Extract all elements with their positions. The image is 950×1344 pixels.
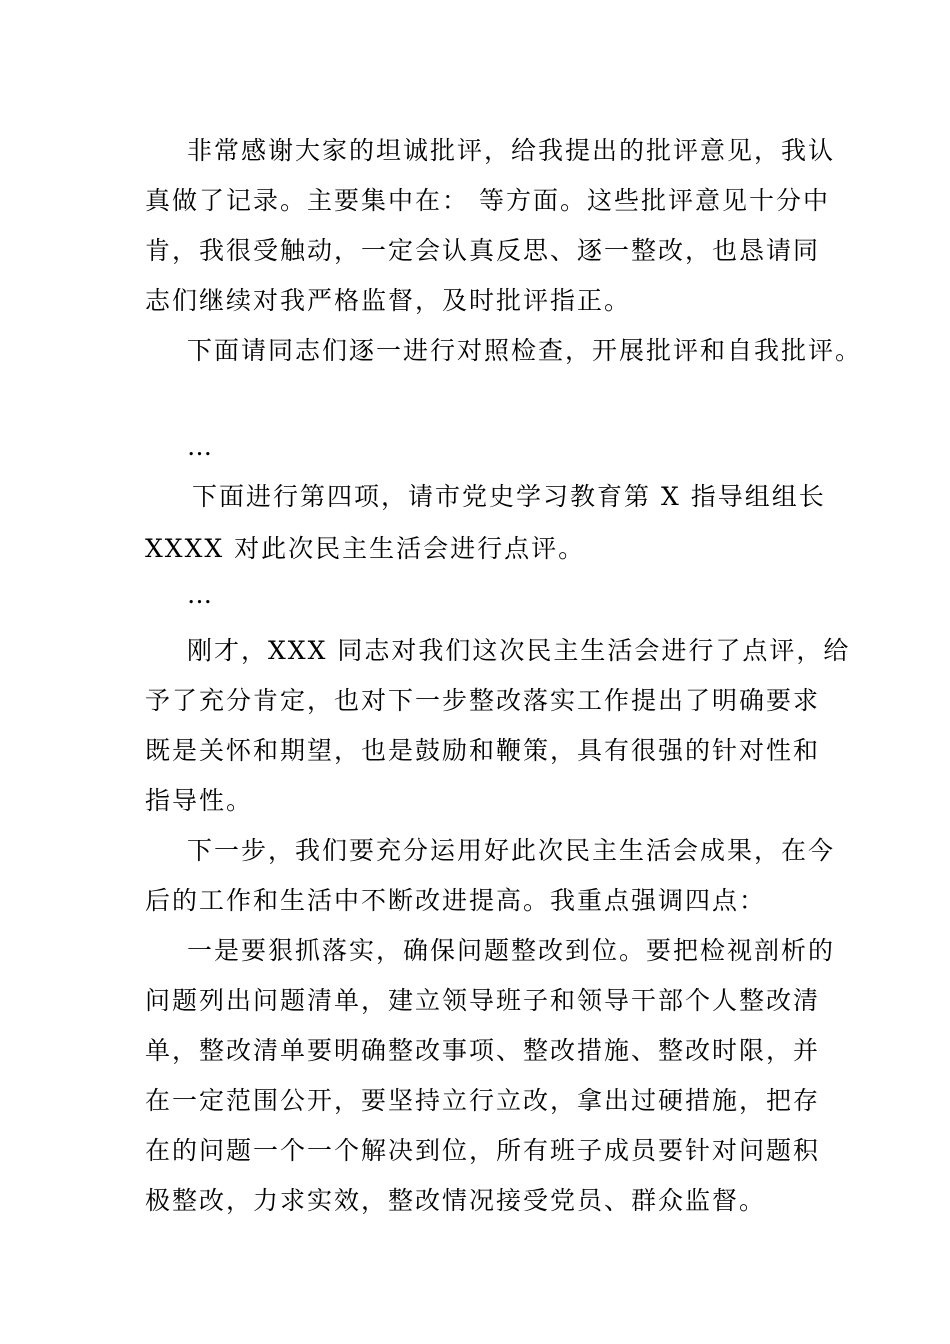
text-line-7: XXXX 对此次民主生活会进行点评。 <box>145 534 586 563</box>
text-line-15: 问题列出问题清单，建立领导班子和领导干部个人整改清 <box>145 986 821 1015</box>
text-line-16: 单，整改清单要明确整改事项、整改措施、整改时限，并 <box>145 1036 821 1065</box>
text-line-11: 指导性。 <box>145 786 254 815</box>
text-line-9: 予了充分肯定，也对下一步整改落实工作提出了明确要求 <box>145 686 821 715</box>
text-line-18: 在的问题一个一个解决到位，所有班子成员要针对问题积 <box>145 1136 821 1165</box>
text-line-10: 既是关怀和期望，也是鼓励和鞭策，具有很强的针对性和 <box>145 736 821 765</box>
text-line-4: 志们继续对我严格监督，及时批评指正。 <box>145 286 632 315</box>
text-line-13: 后的工作和生活中不断改进提高。我重点强调四点： <box>145 886 767 915</box>
text-line-12: 下一步，我们要充分运用好此次民主生活会成果，在今 <box>187 836 836 865</box>
text-line-19: 极整改，力求实效，整改情况接受党员、群众监督。 <box>145 1186 767 1215</box>
text-line-8: 刚才，XXX 同志对我们这次民主生活会进行了点评，给 <box>187 636 851 665</box>
text-line-5: 下面请同志们逐一进行对照检查，开展批评和自我批评。 <box>187 336 863 365</box>
ellipsis-2: … <box>187 580 214 609</box>
ellipsis-1: … <box>187 432 214 461</box>
text-line-17: 在一定范围公开，要坚持立行立改，拿出过硬措施，把存 <box>145 1086 821 1115</box>
text-line-3: 肯，我很受触动，一定会认真反思、逐一整改，也恳请同 <box>145 236 821 265</box>
text-line-14: 一是要狠抓落实，确保问题整改到位。要把检视剖析的 <box>187 936 836 965</box>
text-line-1: 非常感谢大家的坦诚批评，给我提出的批评意见，我认 <box>187 136 836 165</box>
text-line-6: 下面进行第四项，请市党史学习教育第 X 指导组组长 <box>192 482 826 511</box>
text-line-2: 真做了记录。主要集中在： 等方面。这些批评意见十分中 <box>145 186 830 215</box>
